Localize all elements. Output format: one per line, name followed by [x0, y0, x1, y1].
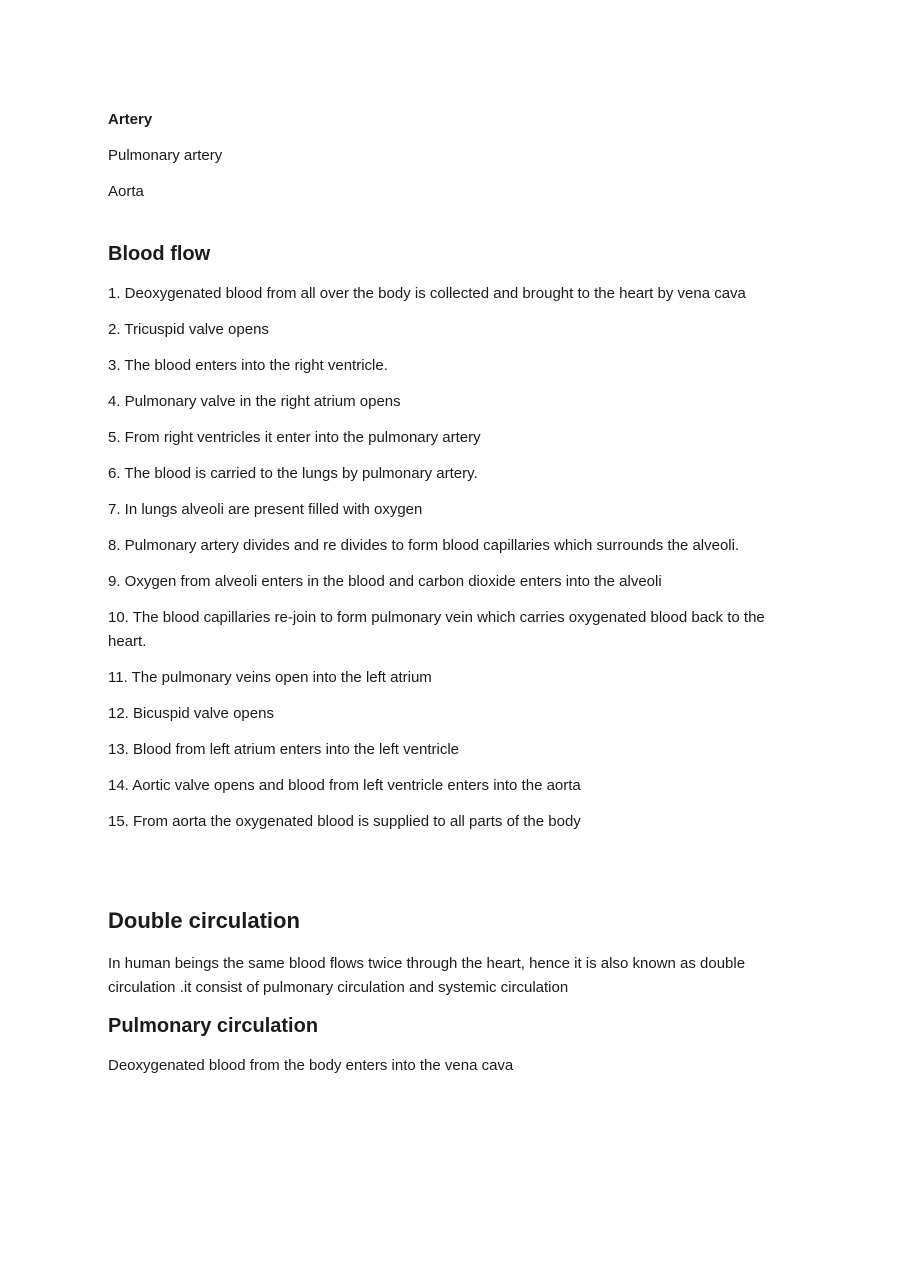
- blood-flow-step-15: 15. From aorta the oxygenated blood is supplied to all parts of the body: [108, 813, 581, 830]
- double-circulation-paragraph: In human beings the same blood flows twice through the heart, hence it is also known as double circulation .it consist of pulmonary circulation and systemic circulation: [108, 955, 746, 996]
- artery-item-pulmonary-artery: Pulmonary artery: [108, 147, 223, 164]
- artery-heading: Artery: [108, 111, 153, 128]
- blood-flow-step-6: 6. The blood is carried to the lungs by pulmonary artery.: [108, 465, 478, 482]
- blood-flow-step-13: 13. Blood from left atrium enters into the left ventricle: [108, 741, 459, 758]
- blood-flow-step-2: 2. Tricuspid valve opens: [108, 321, 269, 338]
- blood-flow-step-7: 7. In lungs alveoli are present filled with oxygen: [108, 501, 423, 518]
- blood-flow-step-10: 10. The blood capillaries re-join to form pulmonary vein which carries oxygenated blood back to the heart.: [108, 609, 765, 650]
- double-circulation-heading: Double circulation: [108, 908, 300, 933]
- blood-flow-step-1: 1. Deoxygenated blood from all over the body is collected and brought to the heart by vena cava: [108, 285, 746, 302]
- blood-flow-step-8: 8. Pulmonary artery divides and re divides to form blood capillaries which surrounds the alveoli.: [108, 537, 740, 554]
- pulmonary-circulation-heading: Pulmonary circulation: [108, 1015, 319, 1037]
- artery-item-aorta: Aorta: [108, 183, 144, 200]
- blood-flow-step-14: 14. Aortic valve opens and blood from left ventricle enters into the aorta: [108, 777, 581, 794]
- blood-flow-step-4: 4. Pulmonary valve in the right atrium opens: [108, 393, 401, 410]
- blood-flow-step-5: 5. From right ventricles it enter into the pulmonary artery: [108, 429, 481, 446]
- blood-flow-heading: Blood flow: [108, 243, 211, 265]
- blood-flow-step-11: 11. The pulmonary veins open into the left atrium: [108, 669, 432, 686]
- pulmonary-circulation-paragraph: Deoxygenated blood from the body enters into the vena cava: [108, 1057, 514, 1074]
- blood-flow-step-12: 12. Bicuspid valve opens: [108, 705, 274, 722]
- blood-flow-step-3: 3. The blood enters into the right ventricle.: [108, 357, 388, 374]
- blood-flow-step-9: 9. Oxygen from alveoli enters in the blood and carbon dioxide enters into the alveoli: [108, 573, 662, 590]
